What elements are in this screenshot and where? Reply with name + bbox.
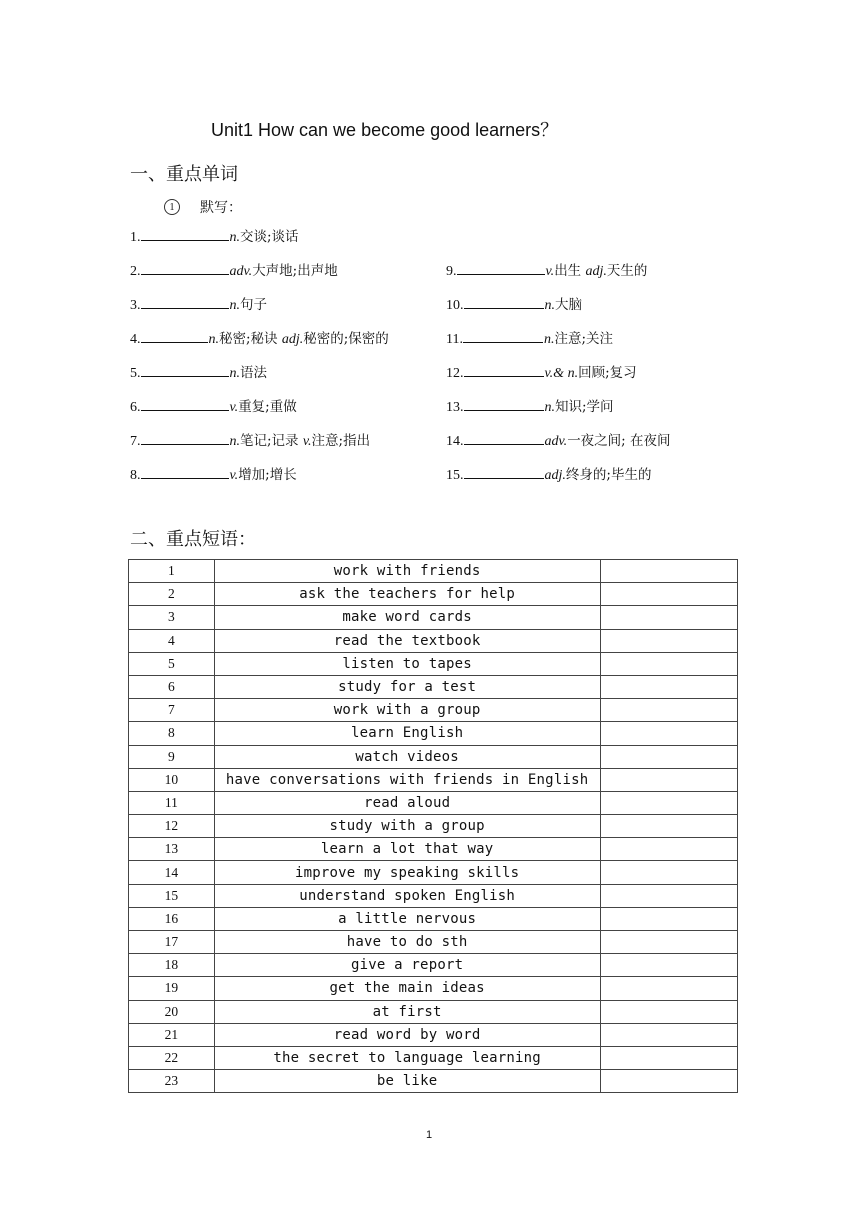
answer-cell[interactable] (600, 977, 737, 1000)
answer-blank[interactable] (464, 296, 544, 309)
phrase-cell: have to do sth (214, 931, 600, 954)
answer-blank[interactable] (141, 364, 229, 377)
phrase-cell: get the main ideas (214, 977, 600, 1000)
table-row (129, 745, 738, 768)
dictation-label: 默写： (200, 200, 242, 216)
table-row (129, 931, 738, 954)
answer-cell[interactable] (600, 954, 737, 977)
answer-cell[interactable] (600, 815, 737, 838)
vocab-item: 15. adj.终身的;毕生的 (446, 467, 652, 483)
answer-cell[interactable] (600, 629, 737, 652)
row-number: 4 (129, 629, 215, 652)
answer-blank[interactable] (464, 398, 544, 411)
answer-blank[interactable] (141, 466, 229, 479)
table-row (129, 907, 738, 930)
table-row (129, 791, 738, 814)
phrase-cell: have conversations with friends in English (214, 768, 600, 791)
table-row (129, 675, 738, 698)
answer-cell[interactable] (600, 1046, 737, 1069)
table-row (129, 699, 738, 722)
phrases-table (128, 559, 738, 1093)
row-number: 22 (129, 1046, 215, 1069)
row-number: 20 (129, 1000, 215, 1023)
phrase-cell: ask the teachers for help (214, 583, 600, 606)
phrase-cell: work with a group (214, 699, 600, 722)
table-row (129, 652, 738, 675)
phrase-cell: understand spoken English (214, 884, 600, 907)
answer-blank[interactable] (464, 432, 544, 445)
row-number: 13 (129, 838, 215, 861)
phrase-cell: listen to tapes (214, 652, 600, 675)
answer-blank[interactable] (141, 330, 208, 343)
vocab-item: 14. adv.一夜之间; 在夜间 (446, 433, 671, 449)
answer-cell[interactable] (600, 606, 737, 629)
table-row (129, 606, 738, 629)
row-number: 12 (129, 815, 215, 838)
answer-cell[interactable] (600, 699, 737, 722)
answer-blank[interactable] (141, 398, 229, 411)
phrase-cell: give a report (214, 954, 600, 977)
phrase-cell: learn English (214, 722, 600, 745)
answer-cell[interactable] (600, 675, 737, 698)
answer-cell[interactable] (600, 560, 737, 583)
row-number: 14 (129, 861, 215, 884)
row-number: 23 (129, 1070, 215, 1093)
vocab-item: 2. adv.大声地;出声地 (130, 263, 338, 279)
phrase-cell: a little nervous (214, 907, 600, 930)
section-heading-vocabulary: 一、重点单词 (130, 164, 238, 185)
phrase-cell: study for a test (214, 675, 600, 698)
answer-cell[interactable] (600, 884, 737, 907)
row-number: 6 (129, 675, 215, 698)
vocab-item: 7. n.笔记;记录 v.注意;指出 (130, 433, 371, 449)
dictation-subheading (164, 197, 242, 217)
page-title: Unit1 How can we become good learners？ (211, 120, 559, 140)
vocab-item: 3. n.句子 (130, 297, 267, 313)
answer-blank[interactable] (141, 432, 229, 445)
vocab-item: 8. v.增加;增长 (130, 467, 297, 483)
phrase-cell: read the textbook (214, 629, 600, 652)
answer-blank[interactable] (141, 296, 229, 309)
row-number: 8 (129, 722, 215, 745)
row-number: 21 (129, 1023, 215, 1046)
vocab-item: 10. n.大脑 (446, 297, 582, 313)
answer-cell[interactable] (600, 722, 737, 745)
table-row (129, 768, 738, 791)
table-row (129, 722, 738, 745)
table-row (129, 629, 738, 652)
answer-cell[interactable] (600, 931, 737, 954)
row-number: 18 (129, 954, 215, 977)
vocab-item: 9. v.出生 adj.天生的 (446, 263, 648, 279)
phrase-cell: learn a lot that way (214, 838, 600, 861)
phrase-cell: be like (214, 1070, 600, 1093)
vocab-item: 5. n.语法 (130, 365, 267, 381)
answer-cell[interactable] (600, 838, 737, 861)
answer-cell[interactable] (600, 1023, 737, 1046)
row-number: 9 (129, 745, 215, 768)
table-row (129, 954, 738, 977)
table-row (129, 815, 738, 838)
phrase-cell: the secret to language learning (214, 1046, 600, 1069)
phrase-cell: read word by word (214, 1023, 600, 1046)
answer-cell[interactable] (600, 745, 737, 768)
answer-blank[interactable] (141, 262, 229, 275)
row-number: 19 (129, 977, 215, 1000)
circled-number: 1 (164, 199, 180, 215)
table-row (129, 560, 738, 583)
table-row (129, 583, 738, 606)
row-number: 7 (129, 699, 215, 722)
answer-blank[interactable] (141, 228, 229, 241)
phrase-cell: watch videos (214, 745, 600, 768)
section-heading-phrases: 二、重点短语： (130, 529, 256, 550)
phrase-cell: study with a group (214, 815, 600, 838)
vocab-item: 13. n.知识;学问 (446, 399, 614, 415)
answer-blank[interactable] (464, 364, 544, 377)
table-row (129, 861, 738, 884)
vocab-item: 11. n.注意;关注 (446, 331, 614, 347)
row-number: 5 (129, 652, 215, 675)
answer-blank[interactable] (457, 262, 545, 275)
answer-cell[interactable] (600, 652, 737, 675)
phrase-cell: work with friends (214, 560, 600, 583)
table-row (129, 1023, 738, 1046)
answer-cell[interactable] (600, 791, 737, 814)
vocab-item: 12. v.& n.回顾;复习 (446, 365, 637, 381)
answer-cell[interactable] (600, 583, 737, 606)
page-number: 1 (426, 1129, 433, 1141)
vocab-item: 6. v.重复;重做 (130, 399, 297, 415)
row-number: 10 (129, 768, 215, 791)
vocab-item: 1. n.交谈;谈话 (130, 229, 299, 245)
phrase-cell: improve my speaking skills (214, 861, 600, 884)
answer-cell[interactable] (600, 907, 737, 930)
phrase-cell: make word cards (214, 606, 600, 629)
table-row (129, 884, 738, 907)
row-number: 3 (129, 606, 215, 629)
answer-blank[interactable] (464, 466, 544, 479)
table-row (129, 1070, 738, 1093)
row-number: 2 (129, 583, 215, 606)
row-number: 15 (129, 884, 215, 907)
table-row (129, 1000, 738, 1023)
row-number: 11 (129, 791, 215, 814)
table-row (129, 977, 738, 1000)
row-number: 17 (129, 931, 215, 954)
answer-cell[interactable] (600, 768, 737, 791)
answer-cell[interactable] (600, 1000, 737, 1023)
table-row (129, 838, 738, 861)
phrase-cell: read aloud (214, 791, 600, 814)
vocab-item: 4. n.秘密;秘诀 adj.秘密的;保密的 (130, 331, 389, 347)
row-number: 16 (129, 907, 215, 930)
phrase-cell: at first (214, 1000, 600, 1023)
answer-cell[interactable] (600, 1070, 737, 1093)
answer-cell[interactable] (600, 861, 737, 884)
table-row (129, 1046, 738, 1069)
row-number: 1 (129, 560, 215, 583)
answer-blank[interactable] (463, 330, 543, 343)
